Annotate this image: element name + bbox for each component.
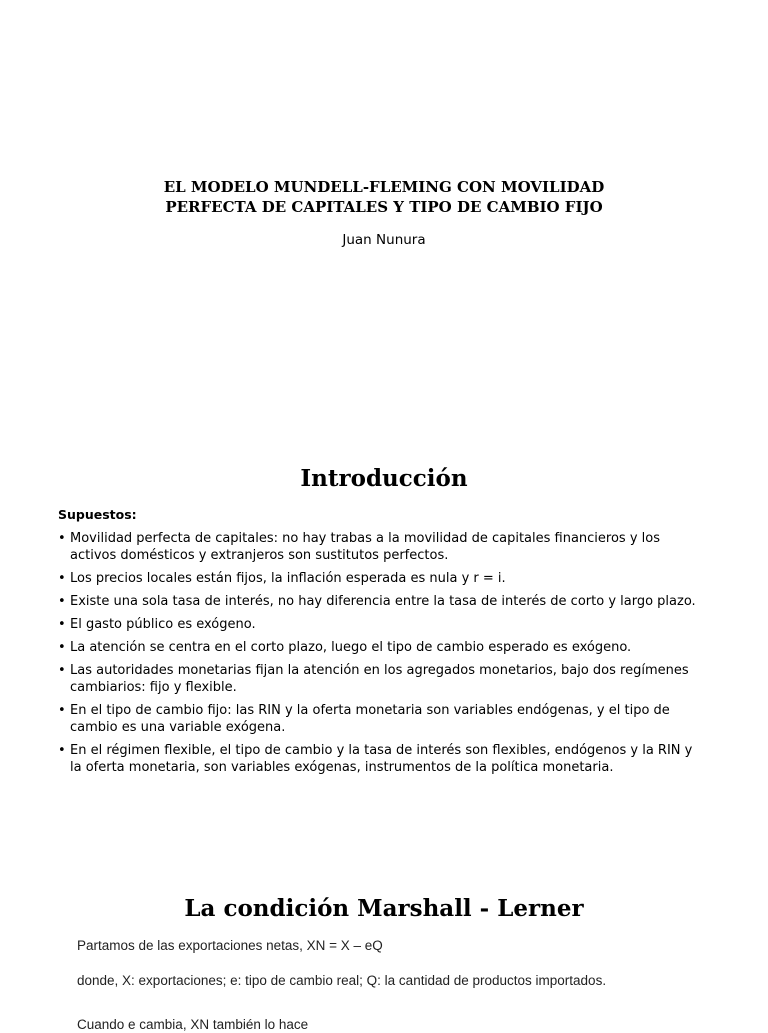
net-exports-paragraph: Partamos de las exportaciones netas, XN = X – eQ <box>77 938 383 953</box>
bullet-text: Las autoridades monetarias fijan la atención en los agregados monetarios, bajo dos regímenes cambiarios: fijo y flexible. <box>70 663 689 695</box>
list-item <box>58 570 708 587</box>
exchange-rate-paragraph: Cuando e cambia, XN también lo hace <box>77 1017 309 1032</box>
definitions-paragraph: donde, X: exportaciones; e: tipo de cambio real; Q: la cantidad de productos importados. <box>77 973 607 988</box>
author-name: Juan Nunura <box>342 232 426 248</box>
bullet-text: Movilidad perfecta de capitales: no hay trabas a la movilidad de capitales financieros y los activos domésticos y extranjeros son sustitutos perfectos. <box>70 531 660 563</box>
list-item <box>58 742 708 776</box>
bullet-icon: • <box>58 531 66 546</box>
marshall-lerner-heading: La condición Marshall - Lerner <box>184 895 584 922</box>
list-item <box>58 593 708 610</box>
document-title <box>0 177 768 217</box>
title-slide <box>0 0 768 440</box>
title-line-1: EL MODELO MUNDELL-FLEMING CON MOVILIDAD <box>163 178 605 196</box>
bullet-icon: • <box>58 571 66 586</box>
list-item <box>58 530 708 564</box>
bullet-icon: • <box>58 663 66 678</box>
bullet-icon: • <box>58 617 66 632</box>
title-line-2: PERFECTA DE CAPITALES Y TIPO DE CAMBIO FIJO <box>165 198 603 216</box>
bullet-text: En el régimen flexible, el tipo de cambio y la tasa de interés son flexibles, endógenos y la RIN y la oferta monetaria, son variables exógenas, instrumentos de la política monetaria. <box>70 743 693 775</box>
bullet-icon: • <box>58 703 66 718</box>
bullet-icon: • <box>58 594 66 609</box>
introduction-heading: Introducción <box>300 465 468 492</box>
assumptions-label: Supuestos: <box>58 507 137 522</box>
assumptions-list <box>58 530 708 782</box>
bullet-text: El gasto público es exógeno. <box>70 617 256 632</box>
list-item <box>58 662 708 696</box>
bullet-text: Existe una sola tasa de interés, no hay diferencia entre la tasa de interés de corto y largo plazo. <box>70 594 696 609</box>
bullet-icon: • <box>58 743 66 758</box>
bullet-text: En el tipo de cambio fijo: las RIN y la oferta monetaria son variables endógenas, y el tipo de cambio es una variable exógena. <box>70 703 670 735</box>
bullet-text: Los precios locales están fijos, la inflación esperada es nula y r = i. <box>70 571 506 586</box>
list-item <box>58 639 708 656</box>
list-item <box>58 702 708 736</box>
list-item <box>58 616 708 633</box>
bullet-icon: • <box>58 640 66 655</box>
bullet-text: La atención se centra en el corto plazo, luego el tipo de cambio esperado es exógeno. <box>70 640 632 655</box>
